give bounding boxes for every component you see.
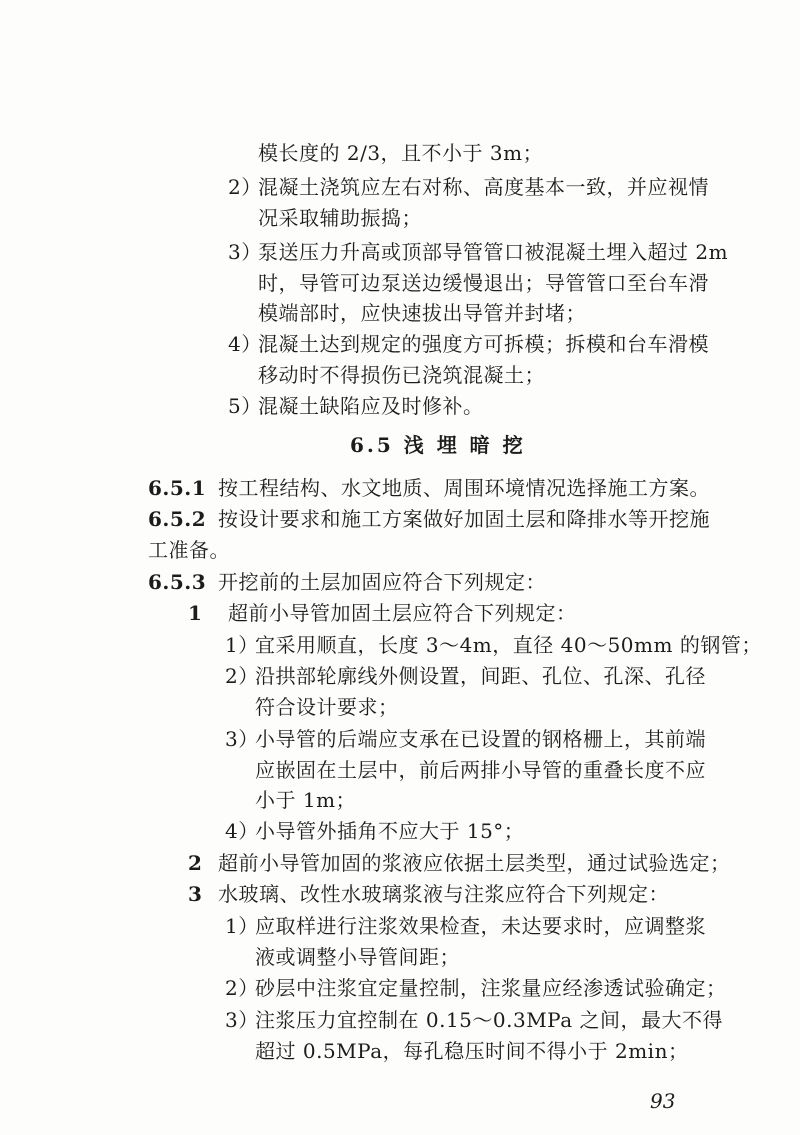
line-text: 小于 1m； bbox=[255, 788, 357, 812]
line-text: 工准备。 bbox=[148, 538, 230, 562]
line-text: 模端部时，应快速拔出导管并封堵； bbox=[258, 301, 586, 325]
item-number: 1 bbox=[188, 601, 203, 625]
list-item bbox=[225, 975, 727, 1001]
text-line bbox=[258, 300, 586, 326]
item-number: 3 bbox=[188, 882, 203, 906]
list-item bbox=[188, 850, 731, 876]
item-number: 2） bbox=[225, 664, 259, 688]
line-text: 混凝土达到规定的强度方可拆模；拆模和台车滑模 bbox=[258, 332, 709, 356]
list-item bbox=[228, 174, 709, 200]
item-number: 1） bbox=[225, 914, 259, 938]
line-text: 应嵌固在土层中，前后两排小导管的重叠长度不应 bbox=[255, 758, 706, 782]
text-line bbox=[258, 205, 422, 231]
item-number: 3） bbox=[225, 727, 259, 751]
list-item bbox=[228, 331, 709, 357]
item-number: 5） bbox=[228, 394, 262, 418]
text-line bbox=[148, 537, 230, 563]
line-text: 沿拱部轮廓线外侧设置，间距、孔位、孔深、孔径 bbox=[255, 664, 706, 688]
line-text: 应取样进行注浆效果检查，未达要求时，应调整浆 bbox=[255, 914, 706, 938]
line-text: 超过 0.5MPa，每孔稳压时间不得小于 2min； bbox=[255, 1039, 689, 1063]
clause-number: 6.5.1 bbox=[148, 476, 207, 500]
page-number: 93 bbox=[650, 1089, 676, 1113]
text-line bbox=[255, 787, 356, 813]
list-item bbox=[225, 726, 706, 752]
clause bbox=[148, 506, 710, 532]
list-item bbox=[188, 600, 577, 626]
list-item bbox=[225, 913, 706, 939]
item-number: 3） bbox=[225, 1008, 259, 1032]
item-number: 1） bbox=[225, 633, 259, 657]
list-item bbox=[225, 818, 524, 844]
line-text: 液或调整小导管间距； bbox=[255, 945, 460, 969]
line-text: 混凝土缺陷应及时修补。 bbox=[258, 394, 484, 418]
line-text: 注浆压力宜控制在 0.15～0.3MPa 之间，最大不得 bbox=[255, 1008, 724, 1032]
line-text: 移动时不得损伤已浇筑混凝土； bbox=[258, 363, 545, 387]
line-text: 宜采用顺直，长度 3～4m，直径 40～50mm 的钢管； bbox=[255, 633, 762, 657]
line-text: 时，导管可边泵送边缓慢退出；导管管口至台车滑 bbox=[258, 271, 709, 295]
line-text: 超前小导管加固的浆液应依据土层类型，通过试验选定； bbox=[218, 851, 731, 875]
line-text: 混凝土浇筑应左右对称、高度基本一致，并应视情 bbox=[258, 175, 709, 199]
item-number: 3） bbox=[228, 240, 262, 264]
item-number: 4） bbox=[228, 332, 262, 356]
line-text: 泵送压力升高或顶部导管管口被混凝土埋入超过 2m bbox=[258, 240, 729, 264]
line-text: 况采取辅助振捣； bbox=[258, 206, 422, 230]
list-item bbox=[225, 632, 762, 658]
text-line bbox=[255, 694, 399, 720]
clause-number: 6.5.3 bbox=[148, 570, 207, 594]
section-title: 6.5 浅 埋 暗 挖 bbox=[350, 433, 526, 457]
line-text: 按工程结构、水文地质、周围环境情况选择施工方案。 bbox=[218, 476, 710, 500]
list-item bbox=[225, 1007, 723, 1033]
list-item bbox=[188, 881, 669, 907]
line-text: 小导管的后端应支承在已设置的钢格栅上，其前端 bbox=[255, 727, 706, 751]
line-text: 模长度的 2/3，且不小于 3m； bbox=[258, 141, 544, 165]
line-text: 小导管外插角不应大于 15°； bbox=[255, 819, 525, 843]
text-line bbox=[255, 757, 706, 783]
text-line bbox=[258, 270, 709, 296]
text-line bbox=[255, 1038, 688, 1064]
line-text: 超前小导管加固土层应符合下列规定： bbox=[228, 601, 577, 625]
clause bbox=[148, 569, 546, 595]
text-line bbox=[258, 140, 543, 166]
list-item bbox=[228, 393, 484, 419]
item-number: 2 bbox=[188, 851, 203, 875]
list-item bbox=[228, 239, 728, 265]
text-line bbox=[258, 362, 545, 388]
text-line bbox=[255, 944, 460, 970]
list-item bbox=[225, 663, 706, 689]
line-text: 开挖前的土层加固应符合下列规定： bbox=[218, 570, 546, 594]
clause-number: 6.5.2 bbox=[148, 507, 207, 531]
line-text: 水玻璃、改性水玻璃浆液与注浆应符合下列规定： bbox=[218, 882, 669, 906]
item-number: 2） bbox=[225, 976, 259, 1000]
line-text: 砂层中注浆宜定量控制，注浆量应经渗透试验确定； bbox=[255, 976, 727, 1000]
line-text: 符合设计要求； bbox=[255, 695, 399, 719]
line-text: 按设计要求和施工方案做好加固土层和降排水等开挖施 bbox=[218, 507, 710, 531]
item-number: 2） bbox=[228, 175, 262, 199]
clause bbox=[148, 475, 710, 501]
item-number: 4） bbox=[225, 819, 259, 843]
